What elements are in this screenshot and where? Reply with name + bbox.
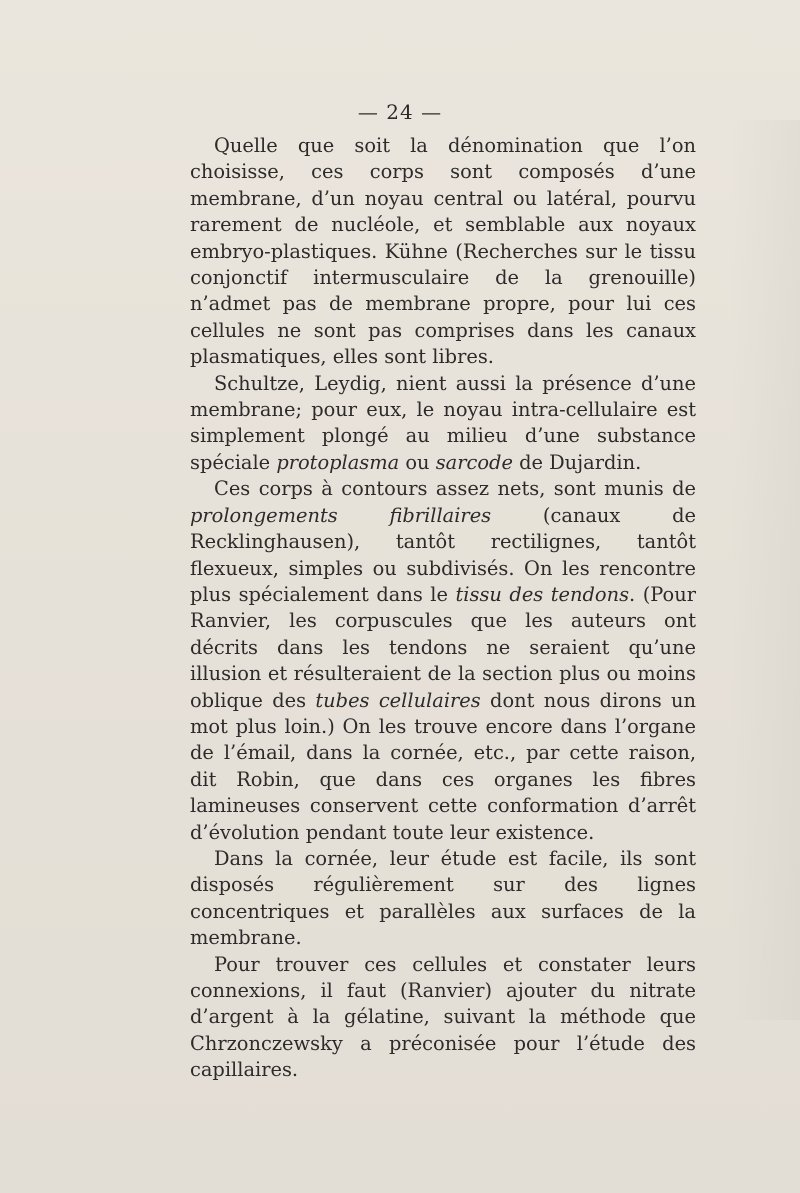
- text-segment: Dans la cornée, leur étude est facile, ils sont disposés régulièrement sur des lignes concentriques et parallèles aux surfaces de la membrane.: [190, 846, 696, 950]
- page-number: — 24 —: [357, 100, 443, 124]
- paragraph-3: [190, 476, 696, 846]
- italic-term: protoplasma: [276, 450, 400, 474]
- paragraph-4: [190, 846, 696, 952]
- text-segment: Schultze, Leydig, nient aussi la présence d’une membrane; pour eux, le noyau intra-cellulaire est simplement plongé au milieu d’une substance spéciale: [190, 371, 696, 474]
- paragraph-5: [190, 952, 696, 1084]
- body-text: [190, 133, 696, 1084]
- text-segment: dont nous dirons un mot plus loin.) On les trouve encore dans l’organe de l’émail, dans la cornée, etc., par cette raison, dit Robin, que dans ces organes les fibres lamineuses conservent cette conformation d’arrêt d’évolution pendant toute leur existence.: [190, 688, 696, 844]
- text-segment: Quelle que soit la dénomination que l’on choisisse, ces corps sont composés d’une membrane, d’un noyau central ou latéral, pourvu rarement de nucléole, et semblable aux noyaux embryo-plastiques. Kühne (Recherches sur le tissu conjonctif intermusculaire de la grenouille) n’admet pas de membrane propre, pour lui ces cellules ne sont pas comprises dans les canaux plasmatiques, elles sont libres.: [190, 134, 696, 369]
- text-segment: ou: [399, 450, 436, 474]
- text-segment: . (Pour Ranvier, les corpuscules que les auteurs ont décrits dans les tendons ne seraient qu’une illusion et résulteraient de la section plus ou moins oblique des: [190, 582, 696, 712]
- text-segment: (canaux de Recklinghausen), tantôt rectilignes, tantôt flexueux, simples ou subdivisés. On les rencontre plus spécialement dans le: [190, 503, 696, 606]
- italic-term: sarcode: [435, 450, 513, 474]
- paragraph-1: [190, 133, 696, 371]
- italic-term: prolongements fibrillaires: [190, 503, 492, 527]
- text-segment: Pour trouver ces cellules et constater leurs connexions, il faut (Ranvier) ajouter du nitrate d’argent à la gélatine, suivant la méthode que Chrzonczewsky a préconisée pour l’étude des capillaires.: [190, 952, 696, 1082]
- italic-term: tissu des tendons: [455, 582, 630, 606]
- paragraph-2: [190, 371, 696, 477]
- show-through-shadow: [730, 120, 800, 1020]
- italic-term: tubes cellulaires: [315, 688, 481, 712]
- text-segment: Ces corps à contours assez nets, sont munis de: [214, 477, 696, 501]
- text-segment: de Dujardin.: [512, 450, 642, 474]
